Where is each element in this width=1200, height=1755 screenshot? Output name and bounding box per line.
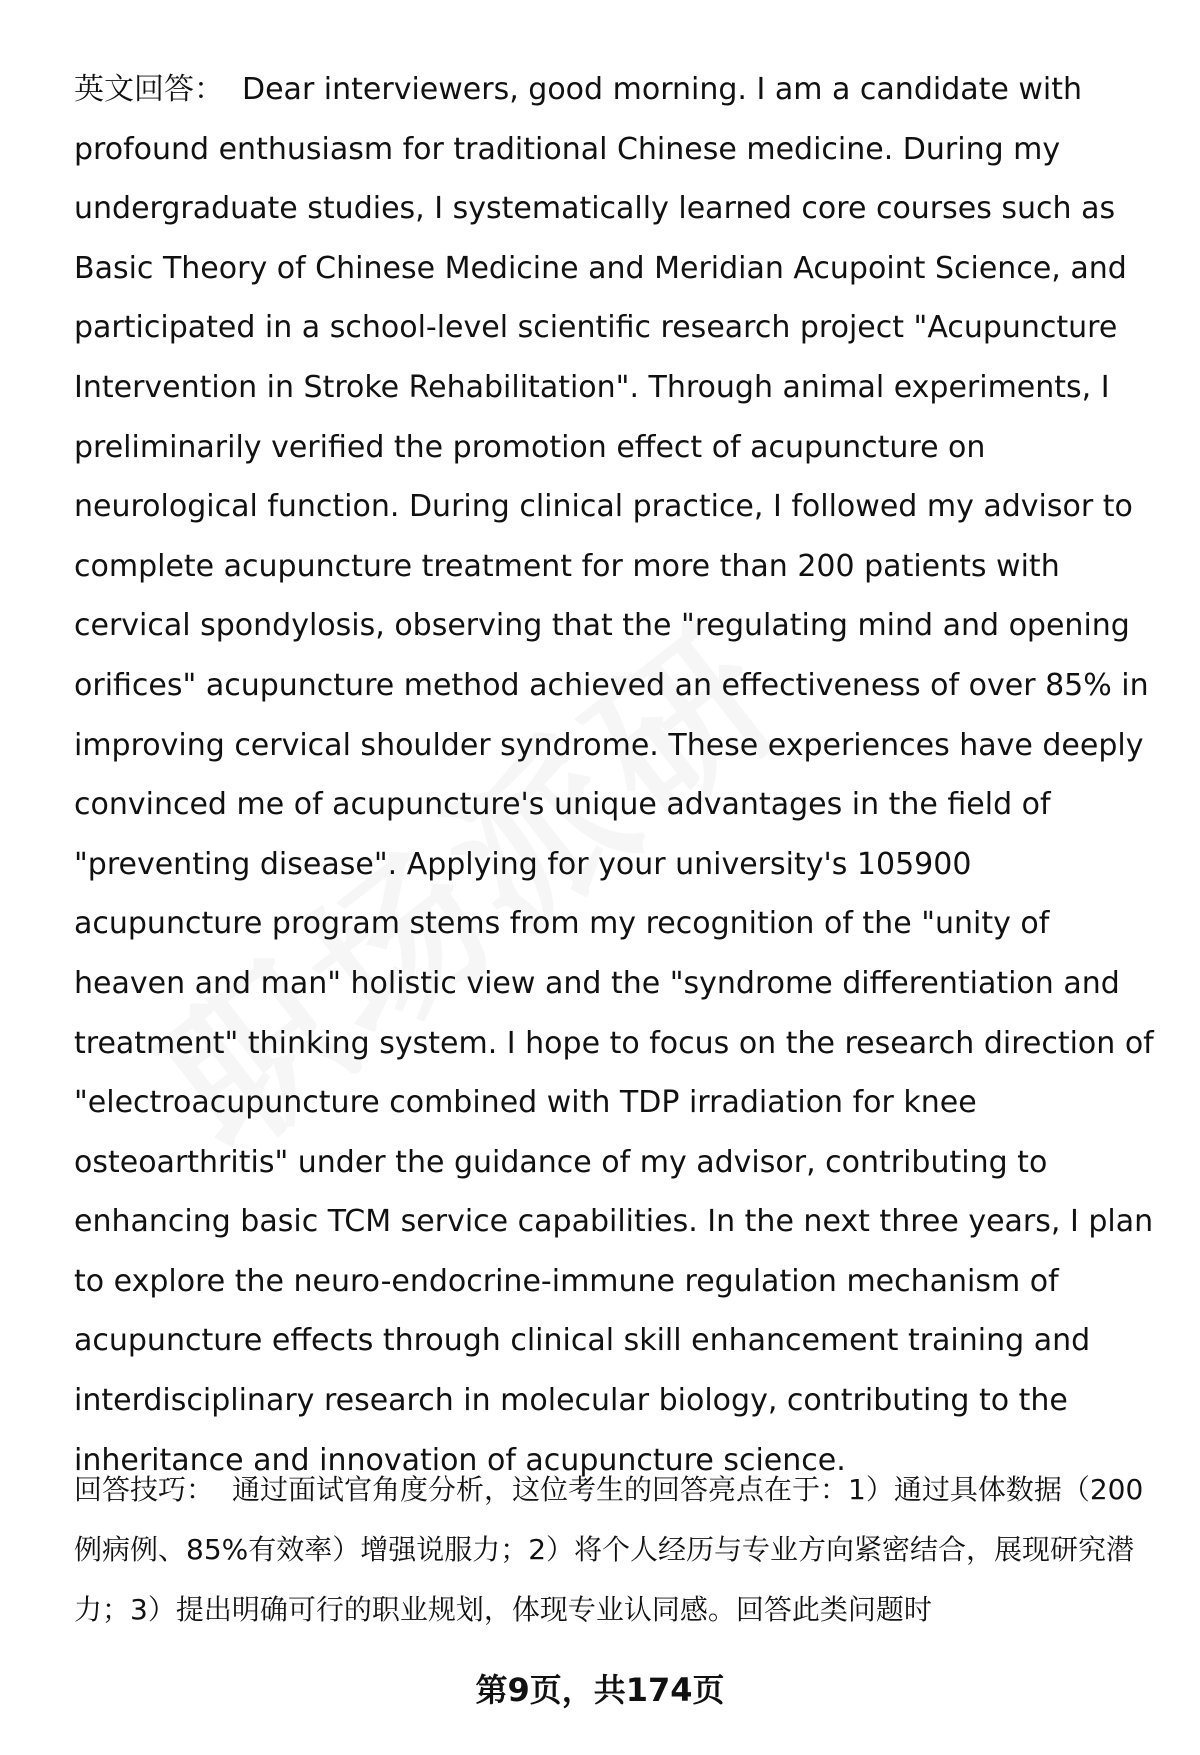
english-answer-text: Dear interviewers, good morning. I am a candidate with profound enthusiasm for traditional Chinese medicine. During my undergraduate studies, I systematically learned core courses such as Basic Theory of Chinese Medicine and Meridian Acupoint Science, and participated in a school-level scientific research project "Acupuncture Intervention in Stroke Rehabilitation". Through animal experiments, I preliminarily verified the promotion effect of acupuncture on neurological function. During clinical practice, I followed my advisor to complete acupuncture treatment for more than 200 patients with cervical spondylosis, observing that the "regulating mind and opening orifices" acupuncture method achieved an effectiveness of over 85% in improving cervical shoulder syndrome. These experiences have deeply convinced me of acupuncture's unique advantages in the field of "preventing disease". Applying for your university's 105900 acupuncture program stems from my recognition of the "unity of heaven and man" holistic view and the "syndrome differentiation and treatment" thinking system. I hope to focus on the research direction of "electroacupuncture combined with TDP irradiation for knee osteoarthritis" under the guidance of my advisor, contributing to enhancing basic TCM service capabilities. In the next three years, I plan to explore the neuro-endocrine-immune regulation mechanism of acupuncture effects through clinical skill enhancement training and interdisciplinary research in molecular biology, contributing to the inheritance and innovation of acupuncture science. [74, 72, 1154, 1478]
english-answer-paragraph [74, 60, 1154, 1490]
english-answer-label: 英文回答： [74, 72, 224, 107]
answer-tips-text: 通过面试官角度分析，这位考生的回答亮点在于：1）通过具体数据（200例病例、85%有效率）增强说服力；2）将个人经历与专业方向紧密结合，展现研究潜力；3）提出明确可行的职业规划，体现专业认同感。回答此类问题时 [74, 1473, 1144, 1626]
answer-tips-paragraph [74, 1460, 1154, 1640]
answer-tips-label: 回答技巧： [74, 1473, 215, 1506]
page-number-footer: 第9页，共174页 [475, 1671, 725, 1709]
